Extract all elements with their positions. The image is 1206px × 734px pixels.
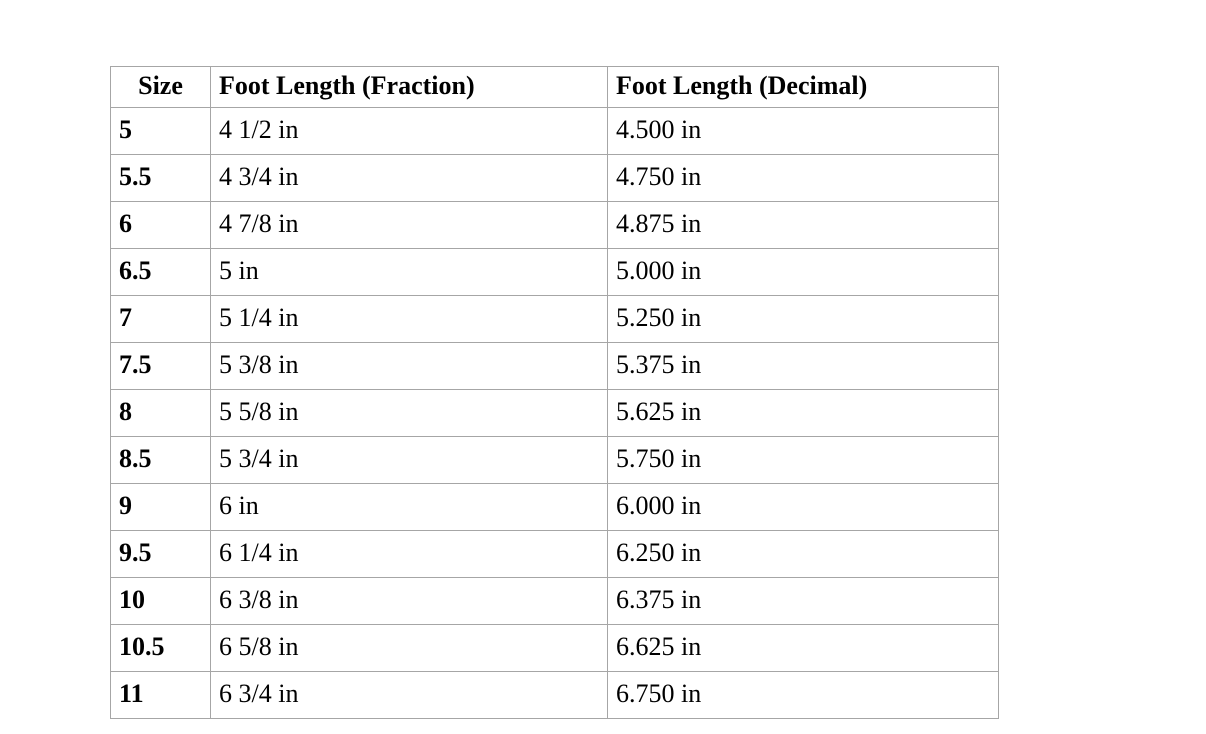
table-header-row [111, 67, 999, 108]
table-row [111, 436, 999, 483]
table-row [111, 342, 999, 389]
cell-size: 8 [111, 389, 211, 436]
table-row [111, 248, 999, 295]
table-row [111, 624, 999, 671]
cell-fraction: 6 3/4 in [211, 671, 608, 718]
cell-size: 7.5 [111, 342, 211, 389]
cell-size: 11 [111, 671, 211, 718]
cell-size: 9.5 [111, 530, 211, 577]
table-row [111, 530, 999, 577]
table-row [111, 154, 999, 201]
size-chart-container [110, 66, 998, 719]
cell-decimal: 5.375 in [608, 342, 999, 389]
table-row [111, 577, 999, 624]
cell-size: 6 [111, 201, 211, 248]
cell-decimal: 5.750 in [608, 436, 999, 483]
cell-fraction: 6 1/4 in [211, 530, 608, 577]
cell-decimal: 5.000 in [608, 248, 999, 295]
table-row [111, 389, 999, 436]
cell-size: 9 [111, 483, 211, 530]
cell-fraction: 6 in [211, 483, 608, 530]
table-body [111, 107, 999, 718]
table-header [111, 67, 999, 108]
cell-decimal: 6.000 in [608, 483, 999, 530]
table-row [111, 483, 999, 530]
cell-fraction: 5 5/8 in [211, 389, 608, 436]
cell-fraction: 6 3/8 in [211, 577, 608, 624]
shoe-size-table [110, 66, 999, 719]
table-row [111, 295, 999, 342]
cell-fraction: 6 5/8 in [211, 624, 608, 671]
cell-size: 5 [111, 107, 211, 154]
column-header-foot-length-decimal: Foot Length (Decimal) [608, 67, 999, 108]
cell-size: 5.5 [111, 154, 211, 201]
cell-decimal: 6.375 in [608, 577, 999, 624]
cell-decimal: 4.500 in [608, 107, 999, 154]
cell-size: 6.5 [111, 248, 211, 295]
cell-fraction: 4 3/4 in [211, 154, 608, 201]
cell-decimal: 6.250 in [608, 530, 999, 577]
table-row [111, 201, 999, 248]
cell-decimal: 4.875 in [608, 201, 999, 248]
table-row [111, 671, 999, 718]
cell-decimal: 5.250 in [608, 295, 999, 342]
cell-fraction: 5 3/4 in [211, 436, 608, 483]
cell-size: 10.5 [111, 624, 211, 671]
cell-decimal: 4.750 in [608, 154, 999, 201]
table-row [111, 107, 999, 154]
cell-fraction: 4 1/2 in [211, 107, 608, 154]
cell-fraction: 5 in [211, 248, 608, 295]
column-header-size: Size [111, 67, 211, 108]
cell-decimal: 6.750 in [608, 671, 999, 718]
column-header-foot-length-fraction: Foot Length (Fraction) [211, 67, 608, 108]
cell-size: 7 [111, 295, 211, 342]
cell-fraction: 4 7/8 in [211, 201, 608, 248]
cell-decimal: 6.625 in [608, 624, 999, 671]
cell-size: 10 [111, 577, 211, 624]
cell-fraction: 5 3/8 in [211, 342, 608, 389]
cell-fraction: 5 1/4 in [211, 295, 608, 342]
cell-size: 8.5 [111, 436, 211, 483]
cell-decimal: 5.625 in [608, 389, 999, 436]
